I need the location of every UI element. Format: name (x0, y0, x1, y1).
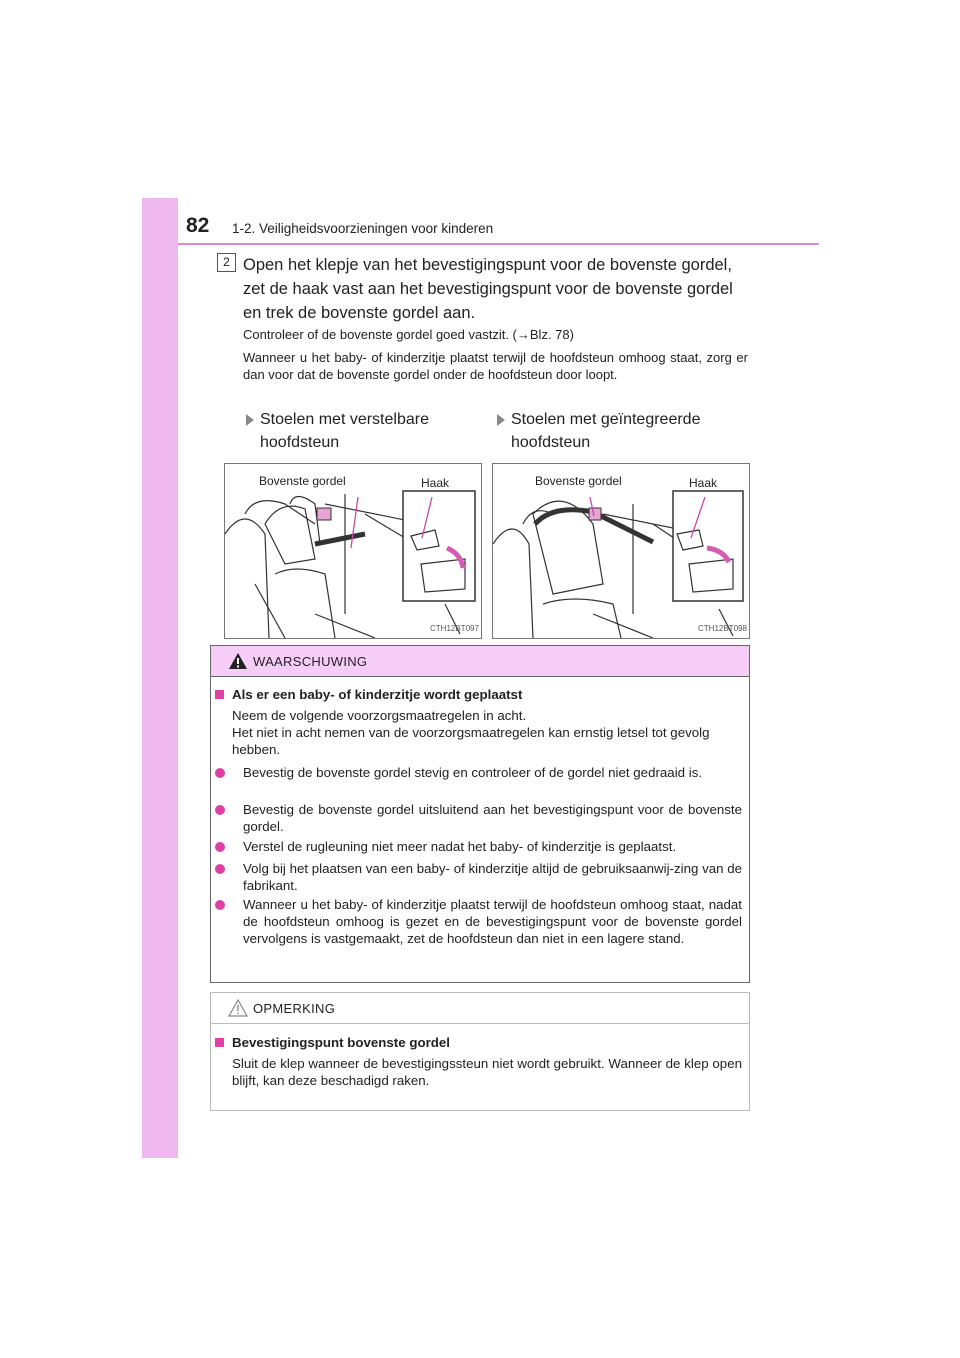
caution-triangle-icon (228, 999, 248, 1017)
note-header (211, 993, 749, 1024)
warning-intro-line1: Neem de volgende voorzorgsmaatregelen in acht. (232, 708, 527, 723)
bullet-dot-icon (215, 900, 225, 910)
note-text: Sluit de klep wanneer de bevestigingssteun niet wordt gebruikt. Wanneer de klep open blijft, kan deze beschadigd raken. (232, 1056, 742, 1088)
bullet-dot-icon (215, 842, 225, 852)
bullet-dot-icon (215, 864, 225, 874)
warning-title: WAARSCHUWING (253, 654, 368, 669)
warning-bullet: Volg bij het plaatsen van een baby- of kinderzitje altijd de gebruiksaanwij-zing van de fabrikant. (243, 861, 742, 893)
warning-triangle-icon (228, 652, 248, 670)
square-bullet-icon (215, 690, 224, 699)
arrow-icon (246, 414, 254, 426)
figure-code: CTH12BT098 (698, 624, 747, 633)
step-note-check: Controleer of de bovenste gordel goed vastzit. (→Blz. 78) (243, 327, 574, 342)
step-instruction: Open het klepje van het bevestigingspunt voor de bovenste gordel, zet de haak vast aan het bevestigingspunt voor de bovenste gordel en trek de bovenste gordel aan. (243, 256, 733, 322)
label-hook: Haak (689, 476, 718, 490)
warning-box (210, 645, 750, 983)
illustration-adjustable-headrest (224, 463, 482, 639)
label-top-tether: Bovenste gordel (535, 474, 622, 488)
variant-heading-line2: hoofdsteun (260, 434, 340, 451)
label-hook: Haak (421, 476, 450, 490)
seat-illustration (225, 464, 481, 638)
figure-code: CTH12BT097 (430, 624, 479, 633)
label-top-tether: Bovenste gordel (259, 474, 346, 488)
warning-header (211, 646, 749, 677)
warning-bullet: Bevestig de bovenste gordel uitsluitend aan het bevestigingspunt voor de bovenste gordel. (243, 802, 742, 834)
page-number: 82 (186, 214, 210, 237)
variant-heading-line1: Stoelen met verstelbare (260, 411, 429, 428)
square-bullet-icon (215, 1038, 224, 1047)
illustration-integrated-headrest (492, 463, 750, 639)
warning-bullet: Verstel de rugleuning niet meer nadat het baby- of kinderzitje is geplaatst. (243, 839, 677, 854)
chapter-sidebar-tab (142, 198, 178, 1158)
warning-bullet: Bevestig de bovenste gordel stevig en controleer of de gordel niet gedraaid is. (243, 765, 703, 780)
warning-bullet: Wanneer u het baby- of kinderzitje plaatst terwijl de hoofdsteun omhoog staat, nadat de hoofdsteun omhoog is gezet en de bevestigingspunt voor de bovenste gordel vervolgens is vastgemaakt, zet de hoofdsteun dan niet in een lagere stand. (243, 897, 742, 946)
warning-intro-line2: Het niet in acht nemen van de voorzorgsmaatregelen kan ernstig letsel tot gevolg hebben. (232, 725, 710, 757)
variant-heading-line1: Stoelen met geïntegreerde (511, 411, 701, 428)
step-note-headrest: Wanneer u het baby- of kinderzitje plaatst terwijl de hoofdsteun omhoog staat, zorg er dan voor dat de bovenste gordel onder de hoofdsteun door loopt. (243, 350, 748, 382)
bullet-dot-icon (215, 805, 225, 815)
seat-illustration (493, 464, 749, 638)
warning-subheading: Als er een baby- of kinderzitje wordt geplaatst (232, 687, 523, 702)
arrow-icon (497, 414, 505, 426)
note-box (210, 992, 750, 1111)
variant-heading-integrated (511, 408, 700, 454)
section-title: 1-2. Veiligheidsvoorzieningen voor kinderen (232, 221, 494, 236)
variant-heading-adjustable (260, 408, 429, 454)
bullet-dot-icon (215, 768, 225, 778)
note-subheading: Bevestigingspunt bovenste gordel (232, 1035, 450, 1050)
header-divider (178, 243, 819, 245)
step-number-box: 2 (217, 253, 236, 272)
variant-heading-line2: hoofdsteun (511, 434, 591, 451)
note-title: OPMERKING (253, 1001, 336, 1016)
